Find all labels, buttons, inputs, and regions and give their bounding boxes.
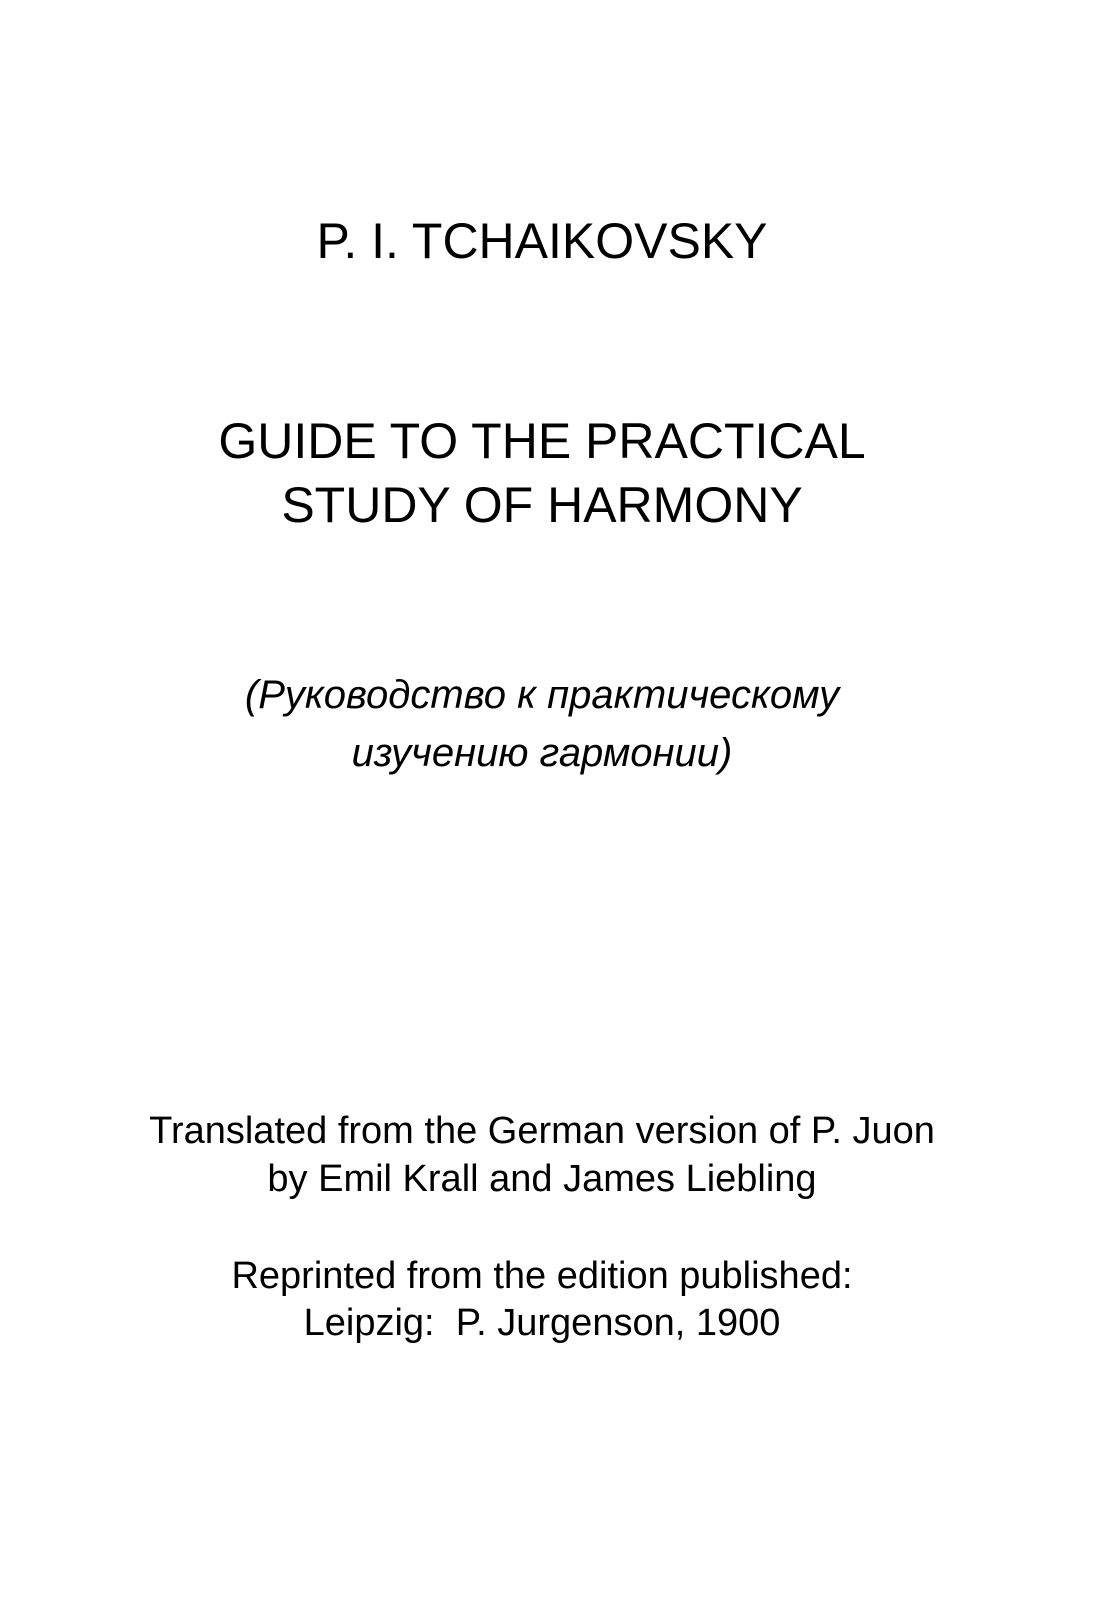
translation-credit-line-1: Translated from the German version of P. Juon	[149, 1110, 935, 1152]
book-title-line-1: GUIDE TO THE PRACTICAL	[218, 413, 866, 469]
translation-credit-line-2: by Emil Krall and James Liebling	[267, 1158, 817, 1200]
russian-title-line-2: изучению гармонии)	[351, 731, 733, 775]
reprint-info-line-2: Leipzig: P. Jurgenson, 1900	[303, 1302, 781, 1344]
book-title-line-2: STUDY OF HARMONY	[281, 477, 803, 533]
reprint-info-line-1: Reprinted from the edition published:	[231, 1255, 853, 1297]
author-name: P. I. TCHAIKOVSKY	[316, 213, 768, 269]
russian-title-line-1: (Руководство к практическому	[244, 673, 840, 717]
